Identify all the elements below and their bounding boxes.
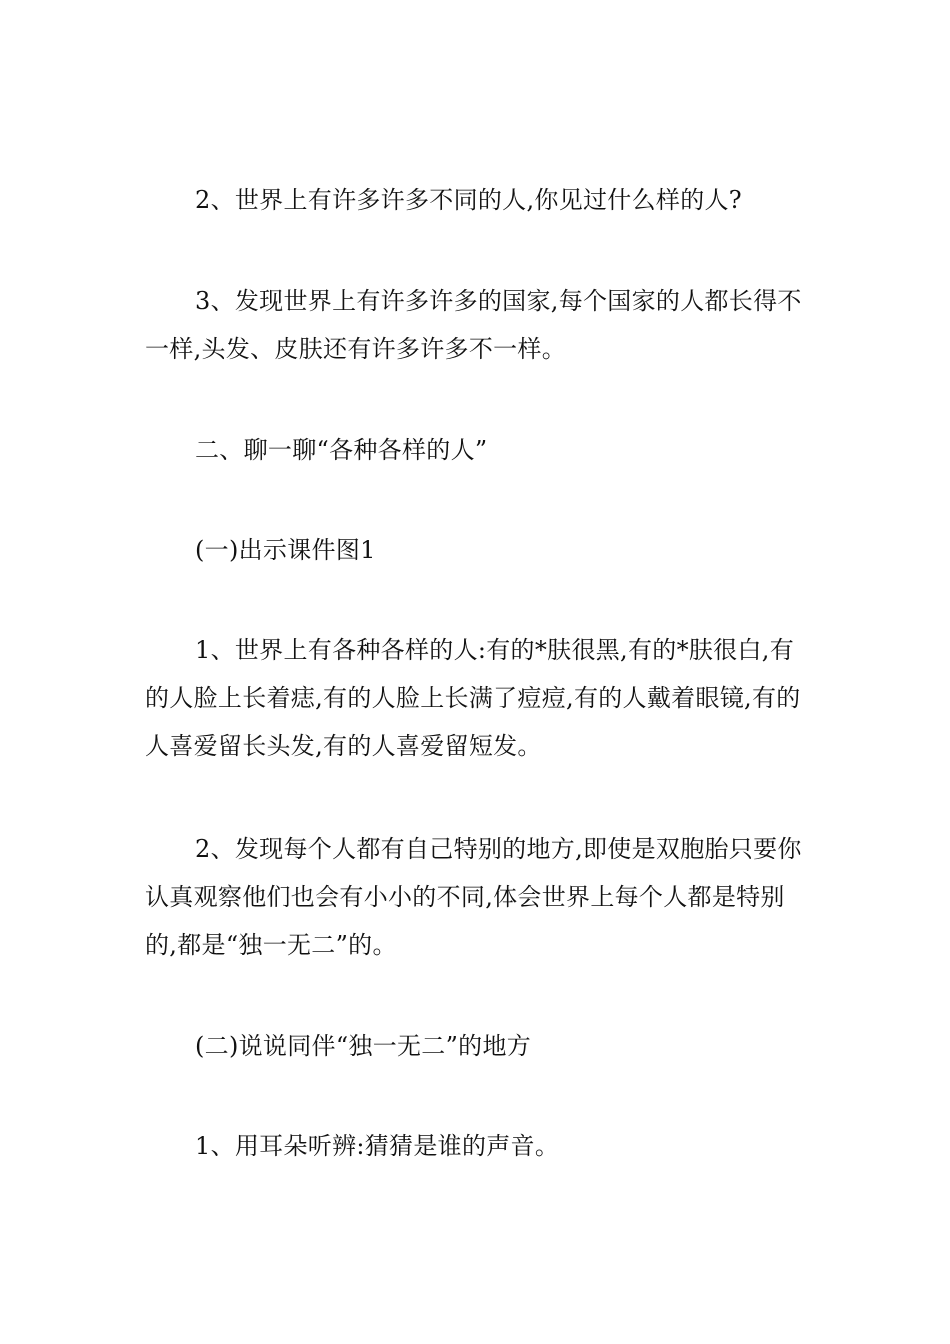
- paragraph-2: 3、发现世界上有许多许多的国家,每个国家的人都长得不一样,头发、皮肤还有许多许多不一样。: [145, 287, 802, 363]
- subsection-heading-2: (二)说说同伴“独一无二”的地方: [195, 1032, 532, 1060]
- section-heading-2: 二、聊一聊“各种各样的人”: [195, 436, 488, 464]
- paragraph-4: 2、发现每个人都有自己特别的地方,即使是双胞胎只要你认真观察他们也会有小小的不同,体会世界上每个人都是特别的,都是“独一无二”的。: [145, 835, 802, 959]
- paragraph-1: 2、世界上有许多许多不同的人,你见过什么样的人?: [195, 186, 742, 214]
- subsection-heading-1: (一)出示课件图1: [195, 536, 376, 564]
- paragraph-5: 1、用耳朵听辨:猜猜是谁的声音。: [195, 1132, 560, 1160]
- paragraph-3: 1、世界上有各种各样的人:有的*肤很黑,有的*肤很白,有的人脸上长着痣,有的人脸上长满了痘痘,有的人戴着眼镜,有的人喜爱留长头发,有的人喜爱留短发。: [145, 636, 801, 760]
